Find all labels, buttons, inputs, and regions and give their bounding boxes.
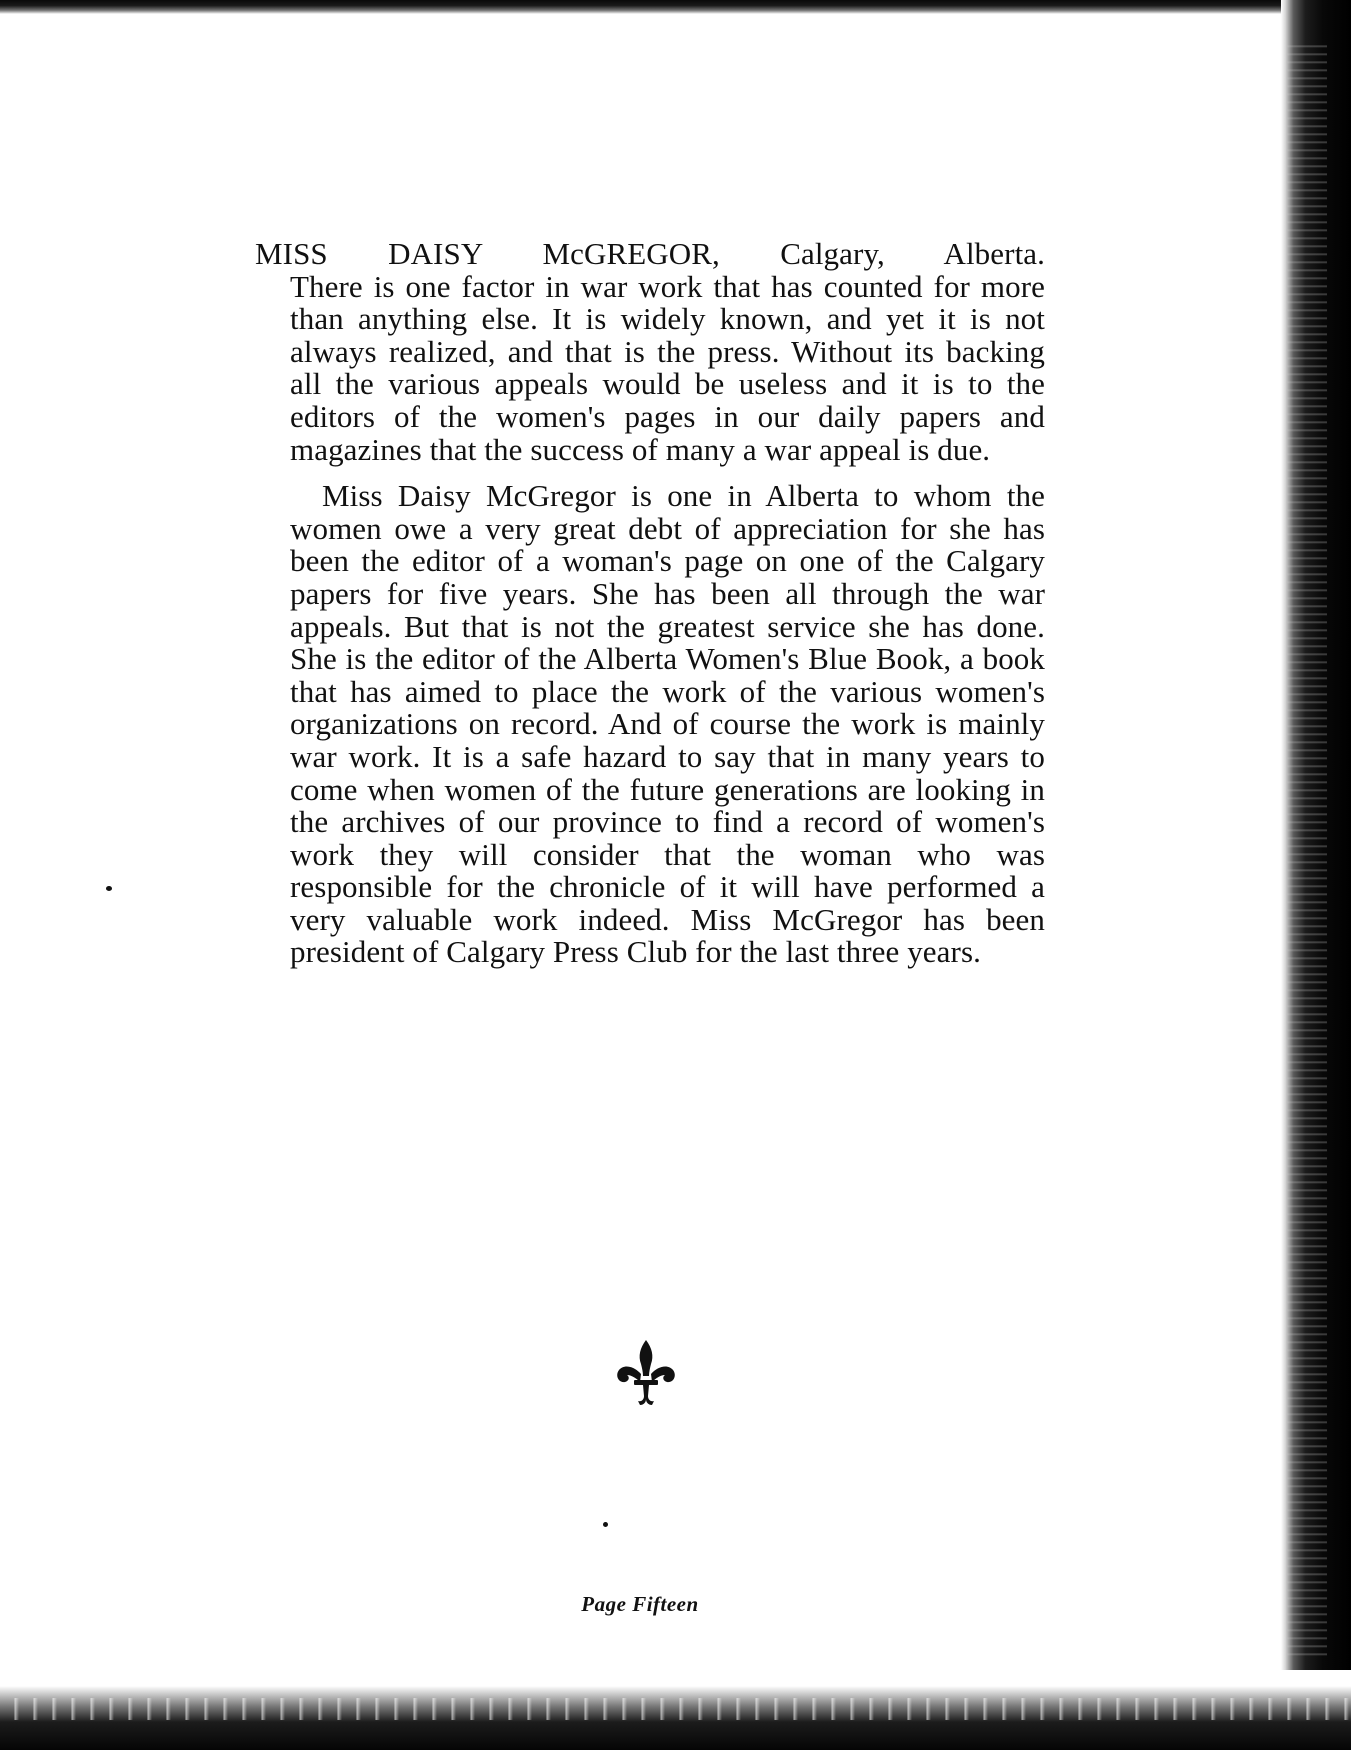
scan-edge-top	[0, 0, 1351, 14]
article	[255, 238, 1045, 969]
article-paragraph-2: Miss Daisy McGregor is one in Alberta to whom the women owe a very great debt of appreciation for she has been the editor of a woman's page on one of the Calgary papers for five years. She has been all through the war appeals. But that is not the greatest service she has done. She is the editor of the Alberta Women's Blue Book, a book that has aimed to place the work of the various women's organizations on record. And of course the work is mainly war work. It is a safe hazard to say that in many years to come when women of the future generations are looking in the archives of our province to find a record of women's work they will consider that the woman who was responsible for the chronicle of it will have performed a very valuable work indeed. Miss McGregor has been president of Calgary Press Club for the last three years.	[290, 478, 1045, 970]
article-heading: MISS DAISY McGREGOR, Calgary, Alberta.	[255, 236, 1045, 271]
scan-edge-bottom-texture	[0, 1698, 1351, 1720]
page-number: Page Fifteen	[581, 1592, 699, 1616]
fleur-de-lis-icon	[614, 1338, 678, 1406]
stray-ink-mark	[106, 886, 112, 891]
stray-ink-mark	[603, 1522, 608, 1527]
article-paragraph-1: There is one factor in war work that has counted for more than anything else. It is widely known, and yet it is not always realized, and that is the press. Without its backing all the various appeals would be useless and it is to the editors of the women's pages in our daily papers and magazines that the success of many a war appeal is due.	[290, 268, 1045, 467]
scan-edge-right-texture	[1287, 40, 1327, 1660]
